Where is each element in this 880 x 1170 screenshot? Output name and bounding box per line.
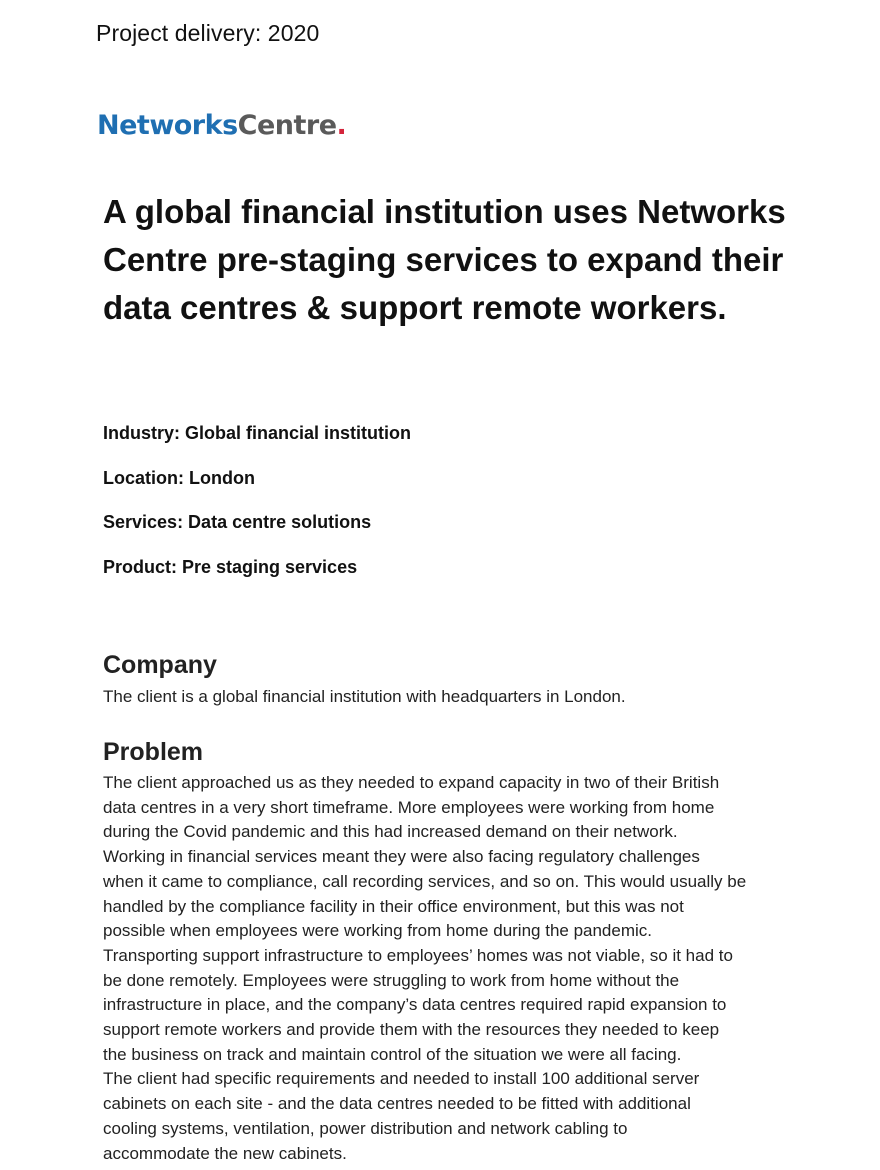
problem-line: data centres in a very short timeframe. More employees were working from home: [103, 797, 715, 817]
problem-text: [103, 771, 803, 1166]
industry-label: Industry: Global financial institution: [103, 423, 412, 443]
problem-line: cabinets on each site - and the data centres needed to be fitted with additional: [103, 1094, 691, 1114]
problem-line: be done remotely. Employees were struggling to work from home without the: [103, 970, 680, 990]
problem-line: The client had specific requirements and needed to install 100 additional server: [103, 1069, 700, 1089]
problem-line: during the Covid pandemic and this had increased demand on their network.: [103, 822, 678, 842]
problem-line: when it came to compliance, call recording services, and so on. This would usually be: [103, 871, 747, 891]
project-delivery-label: Project delivery: 2020: [96, 20, 320, 46]
product-label: Product: Pre staging services: [103, 556, 358, 577]
problem-line: Transporting support infrastructure to employees’ homes was not viable, so it had to: [103, 945, 733, 965]
problem-heading: Problem: [103, 738, 204, 766]
problem-line: The client approached us as they needed to expand capacity in two of their British: [103, 773, 720, 792]
location-label: Location: London: [103, 467, 255, 488]
title-line: A global financial institution uses Networks: [103, 193, 786, 230]
company-text: The client is a global financial institution with headquarters in London.: [103, 687, 626, 706]
logo-word-networks: Networks: [97, 110, 238, 141]
problem-line: infrastructure in place, and the company’s data centres required rapid expansion to: [103, 995, 727, 1015]
company-heading: Company: [103, 651, 217, 679]
networks-centre-logo: [97, 110, 346, 141]
problem-line: the business on track and maintain control of the situation we were all facing.: [103, 1044, 682, 1064]
problem-line: Working in financial services meant they were also facing regulatory challenges: [103, 847, 700, 867]
problem-line: support remote workers and provide them with the resources they needed to keep: [103, 1020, 720, 1040]
problem-line: accommodate the new cabinets.: [103, 1143, 347, 1163]
services-label: Services: Data centre solutions: [103, 512, 372, 532]
title-line: data centres & support remote workers.: [103, 289, 727, 326]
logo-dot: .: [336, 110, 347, 141]
title-line: Centre pre-staging services to expand their: [103, 241, 784, 278]
logo-word-centre: Centre: [237, 110, 337, 141]
problem-line: possible when employees were working from home during the pandemic.: [103, 921, 653, 941]
problem-line: cooling systems, ventilation, power distribution and network cabling to: [103, 1118, 628, 1138]
problem-line: handled by the compliance facility in their office environment, but this was not: [103, 896, 684, 916]
page-title: [103, 188, 803, 332]
project-meta: [103, 423, 411, 601]
